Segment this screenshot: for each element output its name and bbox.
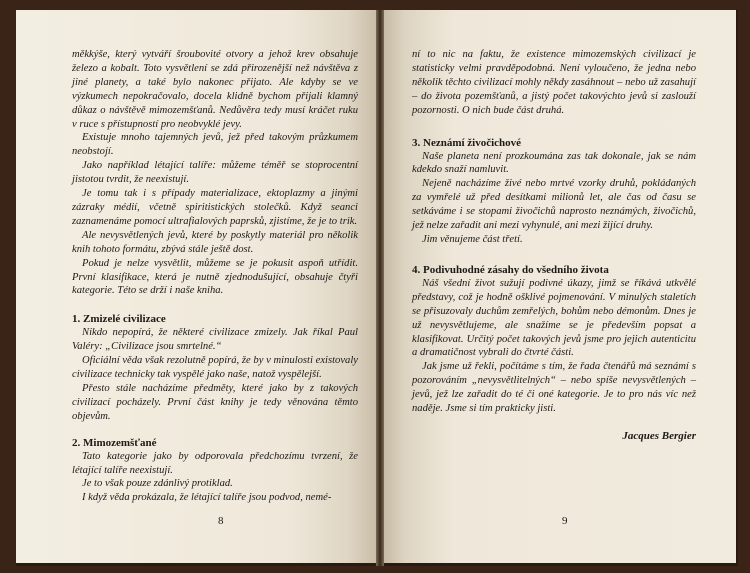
section-1-heading: 1. Zmizelé civilizace [72,313,166,326]
section-3-heading: 3. Neznámí živočichové [412,136,522,149]
section-1-paragraph-1: Nikdo nepopírá, že některé civilizace zmizely. Jak říkal Paul Valéry: „Civilizace jsou smrtelné.“ [72,327,358,353]
intro-paragraph-2: Existuje mnoho tajemných jevů, jež před takovým průzkumem neobstojí. [72,132,358,158]
right-page [384,10,736,563]
section-2-heading: 2. Mimozemšťané [72,436,157,449]
section-3-paragraph-2: Nejeně nacházíme živé nebo mrtvé vzorky druhů, pokládaných za vymřelé už před desítkami milionů let, ale čas od času se setkáváme i se stopami živočichů naprosto neznámých, živočichů, jež nelze zařadit ani mezi vyhynulé, ani mezi žijící druhy. [412,178,696,232]
section-2-paragraph-2: Je to však pouze zdánlivý protiklad. [82,478,233,490]
section-2-paragraph-1: Tato kategorie jako by odporovala předchozímu tvrzení, že létající talíře neexistují. [72,450,358,476]
section-4-paragraph-2: Jak jsme už řekli, počítáme s tím, že řada čtenářů má seznámí s pozorováním „nevysvětlitelných“ – nebo spíše nevysvětlených – jevů, jež lze zařadit do té či oné kategorie. Je to pro nás víc než naděje. Jsme si tím prakticky jisti. [412,361,696,415]
section-3-paragraph-3: Jim věnujeme část třetí. [422,233,523,245]
left-page [16,10,376,563]
page-number-right: 9 [562,515,568,527]
book-gutter [376,10,384,566]
section-2-paragraph-3: I když věda prokázala, že létající talíře jsou podvod, nemé- [82,492,332,504]
page-number-left: 8 [218,515,224,527]
intro-paragraph-3: Jako například létající talíře: můžeme téměř se stoprocentní jistotou tvrdit, že neexistují. [72,160,358,186]
section-4-paragraph-1: Náš všední život sužují podivné úkazy, jimž se říkává utkvělé představy, což je hodně ošklivé pojmenování. V minulých staletích se přisuzovaly duchům zemřelých, bohům nebo démonům. Dnes je už nevysvětlujeme, ale snažíme se je především popsat a klasifikovat. Určitý počet takových jevů jsme pro jejich autenticitu a dramatičnost vybrali do čtvrté části. [412,277,696,359]
author-signature: Jacques Bergier [622,429,696,442]
intro-paragraph-6: Pokud je nelze vysvětlit, můžeme se je pokusit aspoň utřídit. První klasifikace, která je nutně zjednodušující, obsahuje čtyři kategorie. Této se drží i naše kniha. [72,257,358,297]
section-3-paragraph-1: Naše planeta není prozkoumána zas tak dokonale, jak se nám kdekdo snaží namluvit. [412,150,696,176]
section-1-paragraph-3: Přesto stále nacházíme předměty, které jako by z takových civilizací pocházely. První část knihy je tedy věnována těmto objevům. [72,382,358,422]
section-1-paragraph-2: Oficiální věda však rezolutně popírá, že by v minulosti existovaly civilizace technicky tak vyspělé jako naše, natož vyspělejší. [72,355,358,381]
section-4-heading: 4. Podivuhodné zásahy do všedního života [412,263,609,276]
intro-paragraph-1: měkkýše, který vytváří šroubovité otvory a jehož krev obsahuje železo a kobalt. Toto vysvětlení se zdá přirozenější než návštěva z jiné planety, a také bylo nakonec přijato. Ale kdyby se ve výzkumech nepokračovalo, docela klidně bychom přijali klamný důkaz o návštěvě mimozemšťanů. Nedůvěra tedy musí kráčet ruku v ruce s přístupností pro neobvyklé jevy. [72,49,358,130]
open-book [16,10,738,566]
intro-paragraph-4: Je tomu tak i s případy materializace, ektoplazmy a jinými zázraky médií, včetně spiritistických stolečků. Když seanci zaznamenáme pomocí ultrafialových paprsků, zjistíme, že je to trik. [72,188,358,227]
intro-paragraph-5: Ale nevysvětlených jevů, které by poskytly materiál pro několik knih tohoto formátu, zbývá stále ještě dost. [72,229,358,255]
continued-paragraph: ní to nic na faktu, že existence mimozemských civilizací je statisticky velmi pravděpodobná. Není vyloučeno, že jedna nebo několik těchto civilizací mohly někdy zasáhnout – nebo už zasahují – do života pozemšťanů, a jistý počet takovýchto jevů si zaslouží pozornosti. O nich bude část druhá. [412,49,696,116]
